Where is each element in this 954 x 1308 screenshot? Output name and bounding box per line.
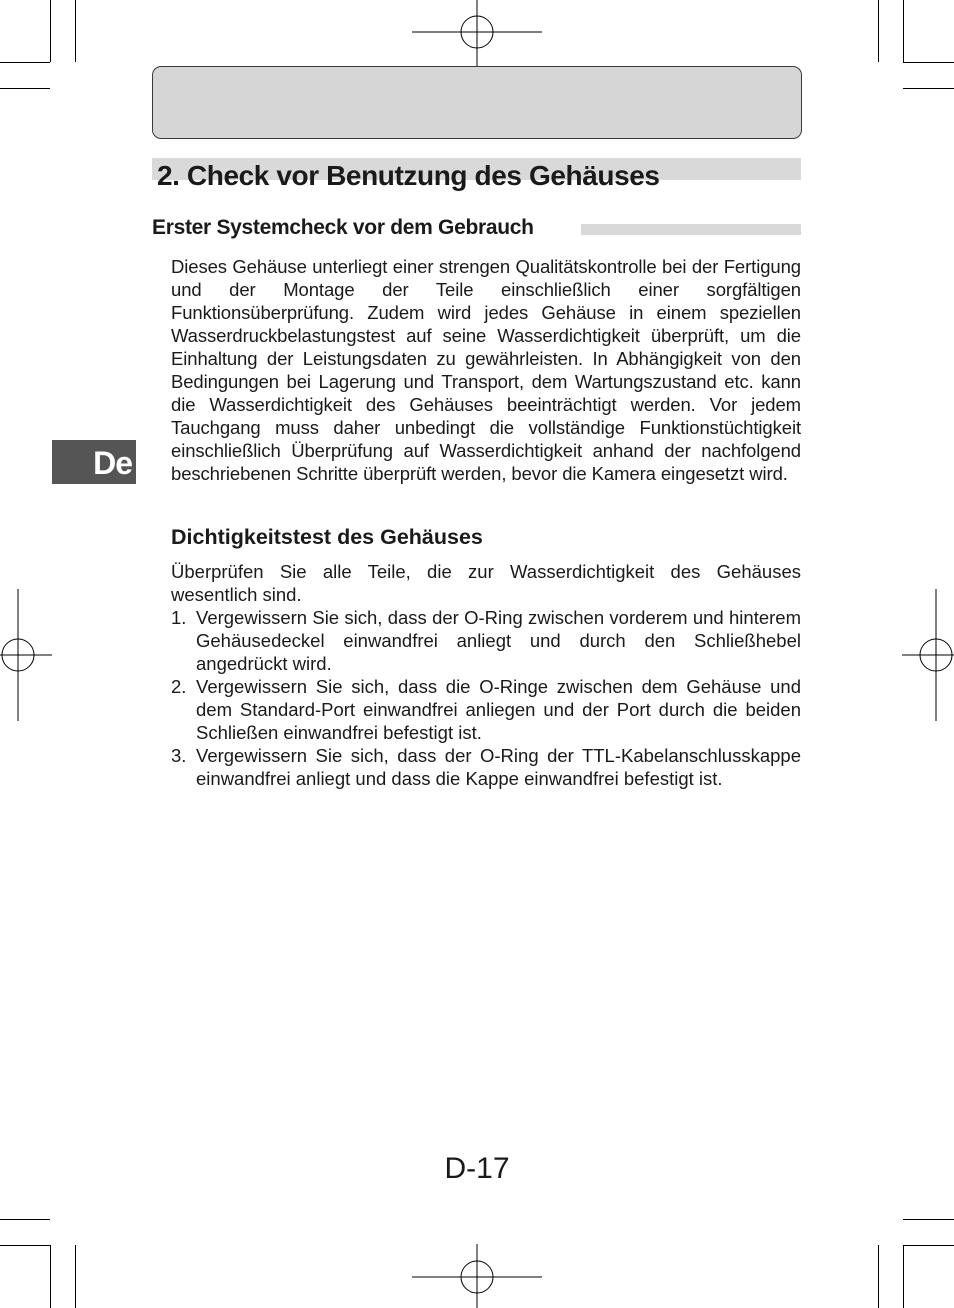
- header-band: [152, 66, 802, 139]
- list-item: [171, 744, 801, 790]
- list-item: [171, 606, 801, 675]
- page-number: D-17: [444, 1152, 510, 1185]
- step-number: 2.: [171, 676, 187, 697]
- crop-mark: [903, 0, 904, 62]
- registration-mark-left: [0, 589, 52, 721]
- step-text: Vergewissern Sie sich, dass der O-Ring zwischen vorderem und hinterem Gehäusedeckel einwandfrei anliegt und durch den Schließhebel angedrückt wird.: [196, 607, 801, 674]
- subsection-heading-watertight-test: Dichtigkeitstest des Gehäuses: [171, 525, 483, 549]
- crop-mark: [903, 1245, 954, 1246]
- registration-mark-bottom: [412, 1244, 542, 1308]
- subsection-heading-first-check: Erster Systemcheck vor dem Gebrauch: [152, 216, 534, 239]
- crop-mark: [50, 0, 51, 62]
- subsection-rule: [581, 224, 801, 235]
- first-check-paragraph: Dieses Gehäuse unterliegt einer strengen Qualitätskontrolle bei der Fertigung und der Montage der Teile einschließlich einer sorgfältigen Funktionsüberprüfung. Zudem wird jedes Gehäuse in einem speziellen Wasserdruckbelastungstest auf seine Wasserdichtigkeit überprüft, um die Einhaltung der Leistungsdaten zu gewährleisten. In Abhängigkeit von den Bedingungen bei Lagerung und Transport, dem Wartungszustand etc. kann die Wasserdichtigkeit des Gehäuses beeinträchtigt werden. Vor jedem Tauchgang muss daher unbedingt die vollständige Funktionstüchtigkeit einschließlich Überprüfung auf Wasserdichtigkeit anhand der nachfolgend beschriebenen Schritte überprüft werden, bevor die Kamera eingesetzt wird.: [171, 256, 801, 484]
- list-item: [171, 675, 801, 744]
- crop-mark: [0, 88, 50, 89]
- registration-mark-top: [412, 0, 542, 66]
- crop-mark: [75, 1245, 76, 1308]
- crop-mark: [903, 62, 954, 63]
- crop-mark: [878, 0, 879, 62]
- step-number: 1.: [171, 607, 187, 628]
- step-text: Vergewissern Sie sich, dass die O-Ringe zwischen dem Gehäuse und dem Standard-Port einwandfrei anliegen und der Port durch die beiden Schließen einwandfrei befestigt ist.: [196, 676, 801, 743]
- step-number: 3.: [171, 745, 187, 766]
- step-text: Vergewissern Sie sich, dass der O-Ring der TTL-Kabelanschlusskappe einwandfrei anliegt und dass die Kappe einwandfrei befestigt ist.: [196, 745, 801, 789]
- section-title: 2. Check vor Benutzung des Gehäuses: [157, 160, 660, 191]
- language-tab-label: De: [93, 445, 132, 481]
- crop-mark: [0, 62, 50, 63]
- crop-mark: [50, 1245, 51, 1308]
- crop-mark: [903, 1219, 954, 1220]
- check-steps-list: [171, 606, 801, 790]
- crop-mark: [878, 1245, 879, 1308]
- crop-mark: [903, 88, 954, 89]
- watertight-test-intro: Überprüfen Sie alle Teile, die zur Wasserdichtigkeit des Gehäuses wesentlich sind.: [171, 561, 801, 605]
- crop-mark: [903, 1245, 904, 1308]
- registration-mark-right: [902, 589, 954, 721]
- crop-mark: [75, 0, 76, 62]
- crop-mark: [0, 1245, 50, 1246]
- crop-mark: [0, 1219, 50, 1220]
